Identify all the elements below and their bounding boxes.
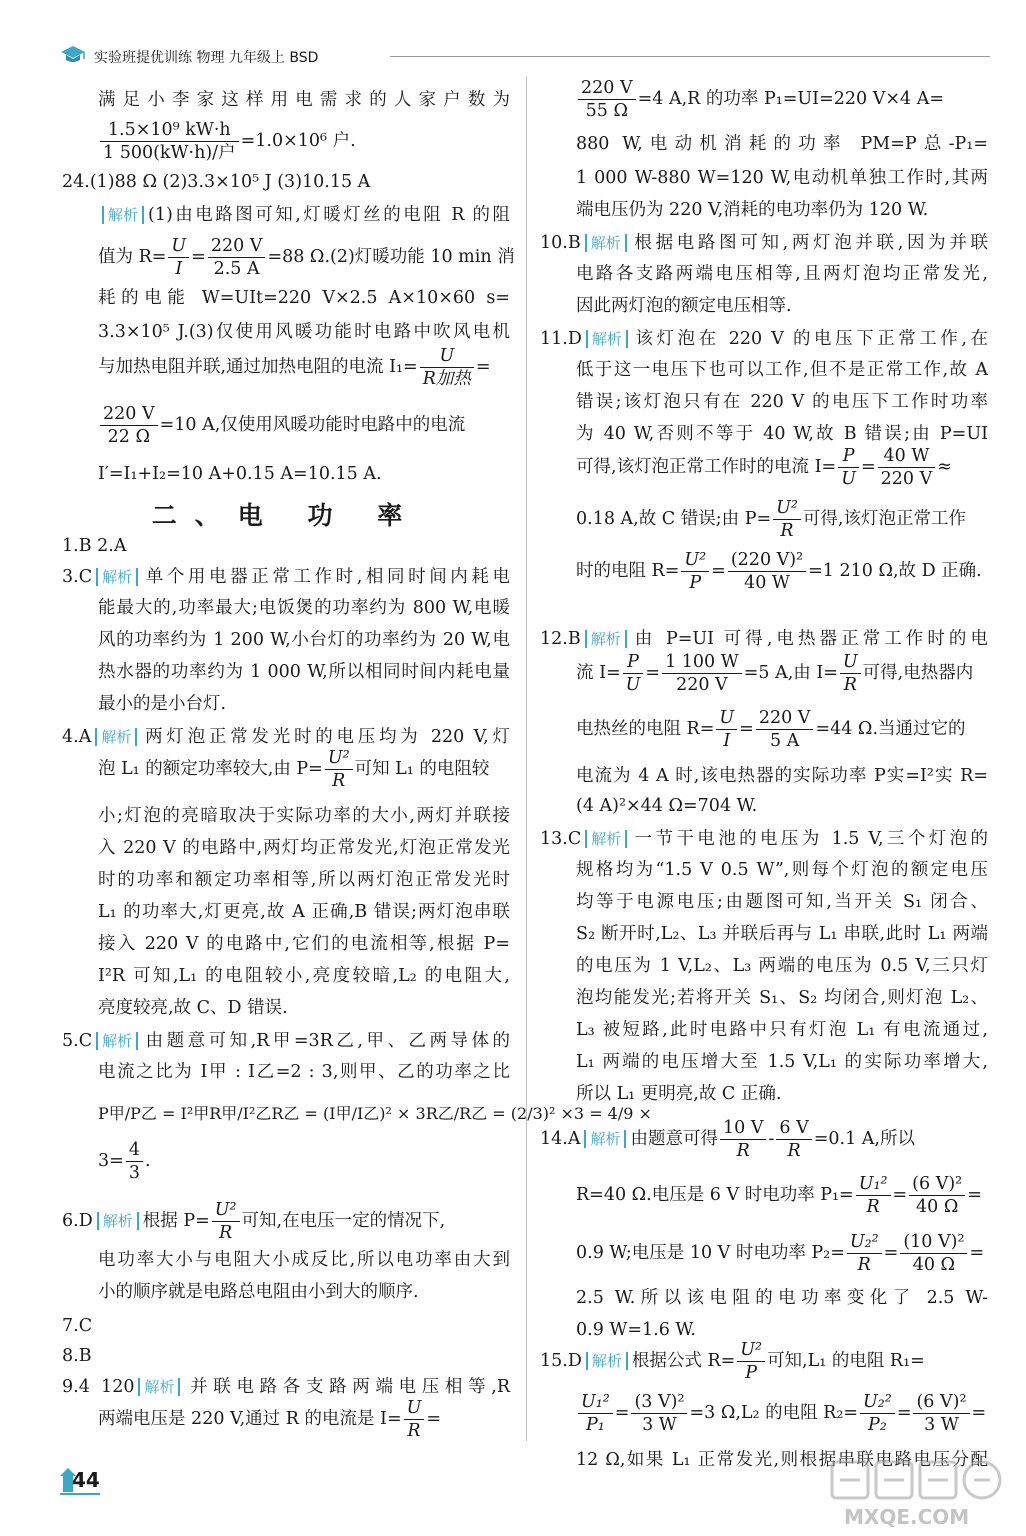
text-line: L₃ 被短路,此时电路中只有灯泡 L₁ 有电流通过,	[576, 1020, 988, 1040]
text-line: 电路各支路两端电压相等,且两灯泡均正常发光,	[576, 264, 988, 284]
analysis-tag: 解析	[95, 728, 137, 746]
answer-14-line: 14.A 解析 由题意可得 $\frac{10 V}{R}$ - $\frac{6 V}{R}$ =0.1 A,所以	[540, 1118, 915, 1161]
text-line: 因此两灯泡的额定电压相等.	[576, 296, 792, 316]
text-line: 低于这一电压下也可以工作,但不是正常工作,故 A	[576, 360, 988, 380]
text-line: 电功率大小与电阻大小成反比,所以电功率由大到	[98, 1250, 510, 1270]
math-line: 电热丝的电阻 R= $\frac{U}{I}$ = $\frac{220 V}{5 A}$ =44 Ω.当通过它的	[576, 708, 966, 751]
section-title: 二、电 功 率	[151, 501, 421, 530]
math-line: $\frac{220 V}{22 \Omega}$ =10 A,仅使用风暖功能时电路中的电流	[98, 404, 465, 447]
math-line: 流 I= $\frac{P}{U}$ = $\frac{1 100 W}{220 V}$ =5 A,由 I= $\frac{U}{R}$ 可得,电热器内	[576, 652, 974, 695]
text-line: 12 Ω,如果 L₁ 正常发光,则根据串联电路电压分配	[576, 1450, 988, 1470]
text-line: L₁ 的功率大,灯更亮,故 A 正确,B 错误;两灯泡串联	[98, 902, 510, 922]
analysis-tag: 解析	[96, 1032, 138, 1050]
text-line: 均等于电源电压;由题图可知,当开关 S₁ 闭合、	[576, 892, 988, 912]
text-line: 小的顺序就是电路总电阻由小到大的顺序.	[98, 1282, 419, 1302]
answer-6: 6.D 解析 根据 P= $\frac{\text{U²}}{R}$ 可知,在电压一定的情况下,	[62, 1200, 446, 1243]
svg-text:MXQE.COM: MXQE.COM	[844, 1505, 970, 1529]
text-line: 能最大的,功率最大;电饭煲的功率约为 800 W,电暖	[98, 598, 510, 618]
text-line: 端电压仍为 220 V,消耗的电功率仍为 120 W.	[576, 200, 929, 220]
analysis-tag: 解析	[585, 234, 627, 252]
math-line: 3= $\frac{4}{3}$ .	[98, 1140, 151, 1183]
answer-7: 7.C	[62, 1316, 93, 1336]
text-line: 1 000 W-880 W=120 W,电动机单独工作时,其两	[576, 168, 988, 188]
answer-1-2: 1.B 2.A	[62, 536, 127, 556]
answer-12: 12.B 解析 由 P=UI 可得,电热器正常工作时的电	[540, 629, 988, 649]
text-line: 的电压为 1 V,L₂、L₃ 两端的电压为 0.5 V,三只灯	[576, 956, 988, 976]
header-rule	[390, 56, 990, 57]
page-number: 44	[58, 1466, 102, 1496]
analysis-tag: 解析	[96, 568, 138, 586]
watermark-logo	[824, 1458, 1014, 1530]
text-line: 0.9 W=1.6 W.	[576, 1320, 696, 1340]
text-line: 规格均为“1.5 V 0.5 W”,则每个灯泡的额定电压	[576, 860, 988, 880]
page-header	[60, 44, 990, 70]
math-line: $\frac{\text{U₁²}}{\text{P₁}}$ = $\frac{\text{(3 V)²}}{3 W}$ =3 Ω,L₂ 的电阻 R₂= $\frac{\text{U₂²}}{\text{P₂}}$ = $\frac{\text{(6 V)²}}{3 W}$ =	[576, 1392, 988, 1435]
text-line: 入 220 V 的电路中,两灯均正常发光,灯泡正常发光	[98, 838, 510, 858]
text-line: 亮度较亮,故 C、D 错误.	[98, 998, 288, 1018]
analysis-tag: 解析	[585, 830, 627, 848]
text-line: L₁ 两端的电压增大至 1.5 V,L₁ 的实际功率增大,	[576, 1052, 988, 1072]
header-title: 实验班提优训练 物理 九年级上 BSD	[94, 50, 319, 66]
answer-10: 10.B 解析 根据电路图可知,两灯泡并联,因为并联	[540, 233, 988, 253]
analysis-tag: 解析	[97, 1212, 139, 1230]
analysis-tag: 解析	[586, 330, 628, 348]
math-line: 值为 R= $\frac{U}{I}$ = $\frac{220 V}{2.5 A}$ =88 Ω.(2)灯暖功能 10 min 消	[98, 236, 515, 279]
text-line: 泡均能发光;若将开关 S₁、S₂ 均闭合,则灯泡 L₂、	[576, 988, 988, 1008]
column-divider	[526, 76, 527, 1441]
answer-15: 15.D 解析 根据公式 R= $\frac{\text{U²}}{P}$ 可知,L₁ 的电阻 R₁=	[540, 1340, 925, 1383]
text-line: 错误;该灯泡只有在 220 V 的电压下工作时功率	[576, 392, 988, 412]
text-line: 小;灯泡的亮暗取决于实际功率的大小,两灯并联接	[98, 806, 510, 826]
analysis-tag: 解析	[102, 206, 144, 224]
text-line: I′=I₁+I₂=10 A+0.15 A=10.15 A.	[98, 464, 382, 484]
math-line: R=40 Ω.电压是 6 V 时电功率 P₁= $\frac{\text{U₁²}}{R}$ = $\frac{\text{(6 V)²}}{40 \Omega}$ =	[576, 1174, 982, 1217]
text-line: 电流为 4 A 时,该电热器的实际功率 P实=I²实 R=	[576, 766, 988, 786]
text-line: S₂ 断开时,L₂、L₃ 并联后再与 L₁ 串联,此时 L₁ 两端	[576, 924, 988, 944]
text-line: 所以 L₁ 更明亮,故 C 正确.	[576, 1084, 782, 1104]
math-line: 泡 L₁ 的额定功率较大,由 P= $\frac{\text{U²}}{R}$ 可知 L₁ 的电阻较	[98, 748, 490, 791]
text-line: 热水器的功率约为 1 000 W,所以相同时间内耗电量	[98, 662, 510, 682]
text-line: 时的功率和额定功率相等,所以两灯泡正常发光时	[98, 870, 510, 890]
answer-5: 5.C 解析 由题意可知,R甲=3R乙,甲、乙两导体的	[62, 1031, 510, 1051]
math-line: 时的电阻 R= $\frac{\text{U²}}{P}$ = $\frac{\text{(220 V)²}}{40 W}$ =1 210 Ω,故 D 正确.	[576, 550, 982, 593]
text-line: I²R 可知,L₁ 的电阻较小,亮度较暗,L₂ 的电阻大,	[98, 966, 510, 986]
analysis-tag: 解析	[586, 1352, 628, 1370]
answer-11: 11.D 解析 该灯泡在 220 V 的电压下正常工作,在	[540, 329, 988, 349]
fraction: $\frac{\text{1.5×10⁹ kW·h}}{\text{1 500(kW·h)/户}}$	[100, 120, 239, 163]
analysis-line: 解析 (1)由电路图可知,灯暖灯丝的电阻 R 的阻	[98, 206, 510, 225]
text-line: 电流之比为 I甲 : I乙=2 : 3,则甲、乙的功率之比	[98, 1062, 510, 1082]
text-line: 3.3×10⁵ J.(3)仅使用风暖功能时电路中吹风电机	[98, 322, 510, 342]
answer-13: 13.C 解析 一节干电池的电压为 1.5 V,三个灯泡的	[540, 829, 988, 849]
answer-3: 3.C 解析 单个用电器正常工作时,相同时间内耗电	[62, 567, 510, 587]
text-line: (4 A)²×44 Ω=704 W.	[576, 796, 758, 816]
text-line: 最小的是小台灯.	[98, 694, 227, 714]
math-line: 0.18 A,故 C 错误;由 P= $\frac{\text{U²}}{R}$ 可得,该灯泡正常工作	[576, 498, 966, 541]
answer-8: 8.B	[62, 1346, 92, 1366]
answer-24: 24.(1)88 Ω (2)3.3×10⁵ J (3)10.15 A	[62, 172, 371, 192]
analysis-tag: 解析	[585, 630, 627, 648]
math-line: 与加热电阻并联,通过加热电阻的电流 I₁= $\frac{U}{\text{R加热}}$ =	[98, 346, 491, 389]
math-line: P甲/P乙 = I²甲R甲/I²乙R乙 = (I甲/I乙)² × 3R乙/R乙 = (2/3)² ×3 = 4/9 ×	[98, 1104, 652, 1123]
answer-4: 4.A 解析 两灯泡正常发光时的电压均为 220 V,灯	[62, 727, 510, 747]
answer-9: 9.4 120 解析 并联电路各支路两端电压相等,R	[62, 1377, 510, 1397]
math-line: $\frac{220 V}{55 \Omega}$ =4 A,R 的功率 P₁=UI=220 V×4 A=	[576, 78, 988, 121]
text-line: 满足小李家这样用电需求的人家户数为	[98, 90, 510, 110]
graduation-cap-icon	[60, 44, 86, 66]
math-line: 两端电压是 220 V,通过 R 的电流是 I= $\frac{U}{R}$ =	[98, 1398, 442, 1441]
analysis-tag: 解析	[138, 1378, 180, 1396]
text-line: 耗的电能 W=UIt=220 V×2.5 A×10×60 s=	[98, 288, 510, 308]
text-line: 880 W,电动机消耗的功率 PM=P总-P₁=	[576, 134, 988, 154]
math-line: 0.9 W;电压是 10 V 时电功率 P₂= $\frac{\text{U₂²}}{R}$ = $\frac{\text{(10 V)²}}{40 \Omega}$ =	[576, 1232, 985, 1275]
text-line: 接入 220 V 的电路中,它们的电流相等,根据 P=	[98, 934, 510, 954]
math-line: $\frac{\text{1.5×10⁹ kW·h}}{\text{1 500(kW·h)/户}}$ =1.0×10⁶ 户.	[98, 120, 356, 163]
text-line: 2.5 W.所以该电阻的电功率变化了 2.5 W-	[576, 1288, 988, 1308]
analysis-tag: 解析	[584, 1130, 626, 1148]
text-line: 为 40 W,否则不等于 40 W,故 B 错误;由 P=UI	[576, 424, 988, 444]
text-line: 风的功率约为 1 200 W,小台灯的功率约为 20 W,电	[98, 630, 510, 650]
math-line: 可得,该灯泡正常工作时的电流 I= $\frac{P}{U}$ = $\frac{40 W}{220 V}$ ≈	[576, 446, 952, 489]
